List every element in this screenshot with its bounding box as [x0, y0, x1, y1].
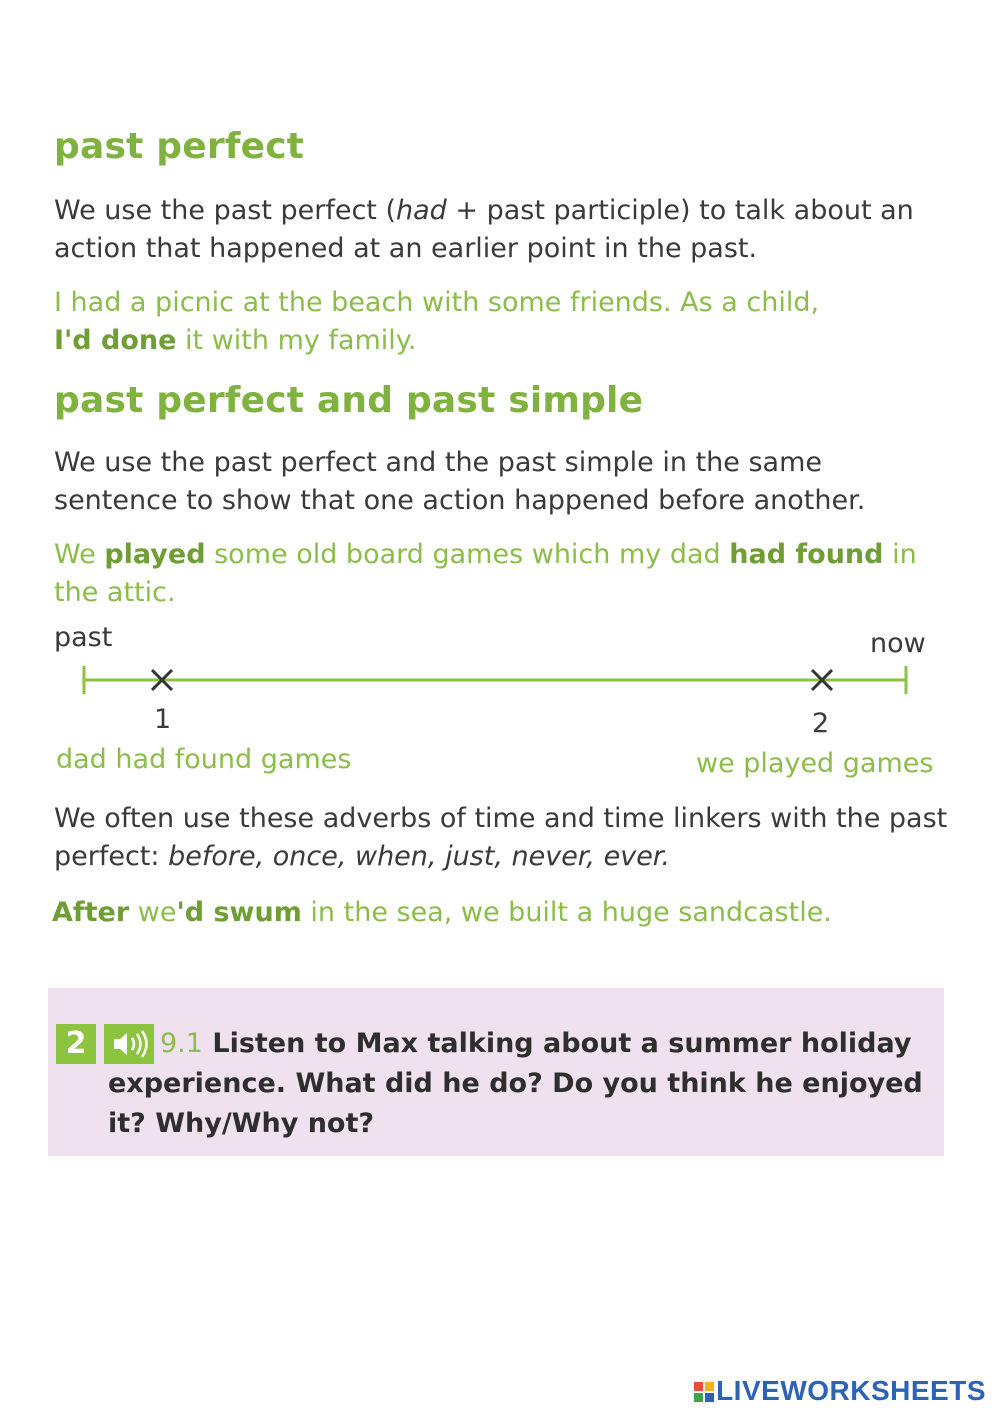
- explanation-italic: had: [396, 195, 447, 226]
- timeline-marker-2-label: 2: [812, 708, 830, 739]
- past-simple-example: [54, 536, 954, 612]
- timeline-now-label: now: [870, 628, 926, 659]
- past-simple-explanation: We use the past perfect and the past simple in the same sentence to show that one action happened before another.: [54, 447, 866, 516]
- example-bold: played: [104, 539, 206, 570]
- timeline-past-label: past: [54, 622, 113, 653]
- example-part: in the attic.: [54, 539, 917, 608]
- example-part: we: [129, 897, 177, 928]
- example-line: I had a picnic at the beach with some friends. As a child,: [54, 287, 820, 318]
- explanation-part: We use the past perfect (: [54, 195, 397, 226]
- brand-name: LIVEWORKSHEETS: [716, 1375, 986, 1406]
- timeline-marker-1-label: 1: [154, 704, 172, 735]
- task-number-badge: 2: [56, 1024, 96, 1064]
- heading-past-perfect-and-past-simple: past perfect and past simple: [54, 380, 644, 421]
- task-text: Listen to Max talking about a summer holiday experience. What did he do? Do you think he enjoyed it? Why/Why not?: [108, 1028, 923, 1139]
- example-line: it with my family.: [176, 325, 417, 356]
- timeline-diagram: [70, 660, 920, 700]
- example-bold: 'd swum: [176, 897, 302, 928]
- liveworksheets-icon: [694, 1377, 714, 1397]
- example-part: We: [54, 539, 105, 570]
- example-bold: had found: [729, 539, 884, 570]
- adverbs-explanation: [54, 800, 954, 876]
- timeline-event-1: dad had found games: [56, 744, 352, 775]
- past-perfect-explanation: [54, 192, 954, 268]
- example-part: in the sea, we built a huge sandcastle.: [301, 897, 832, 928]
- adverbs-text: We often use these adverbs of time and time linkers with the past perfect:: [54, 803, 948, 872]
- example-bold: After: [52, 897, 130, 928]
- example-part: some old board games which my dad: [205, 539, 730, 570]
- adverbs-example: [52, 894, 952, 932]
- adverbs-italic-list: before, once, when, just, never, ever.: [168, 841, 671, 872]
- timeline-event-2: we played games: [696, 748, 934, 779]
- example-bold: I'd done: [54, 325, 177, 356]
- task-track-number: 9.1: [160, 1028, 203, 1059]
- past-perfect-example: [54, 284, 954, 360]
- heading-past-perfect: past perfect: [54, 126, 305, 167]
- task-instruction: [108, 1024, 928, 1144]
- explanation-part: + past participle) to talk about an action that happened at an earlier point in the past.: [54, 195, 914, 264]
- liveworksheets-logo: [694, 1375, 986, 1407]
